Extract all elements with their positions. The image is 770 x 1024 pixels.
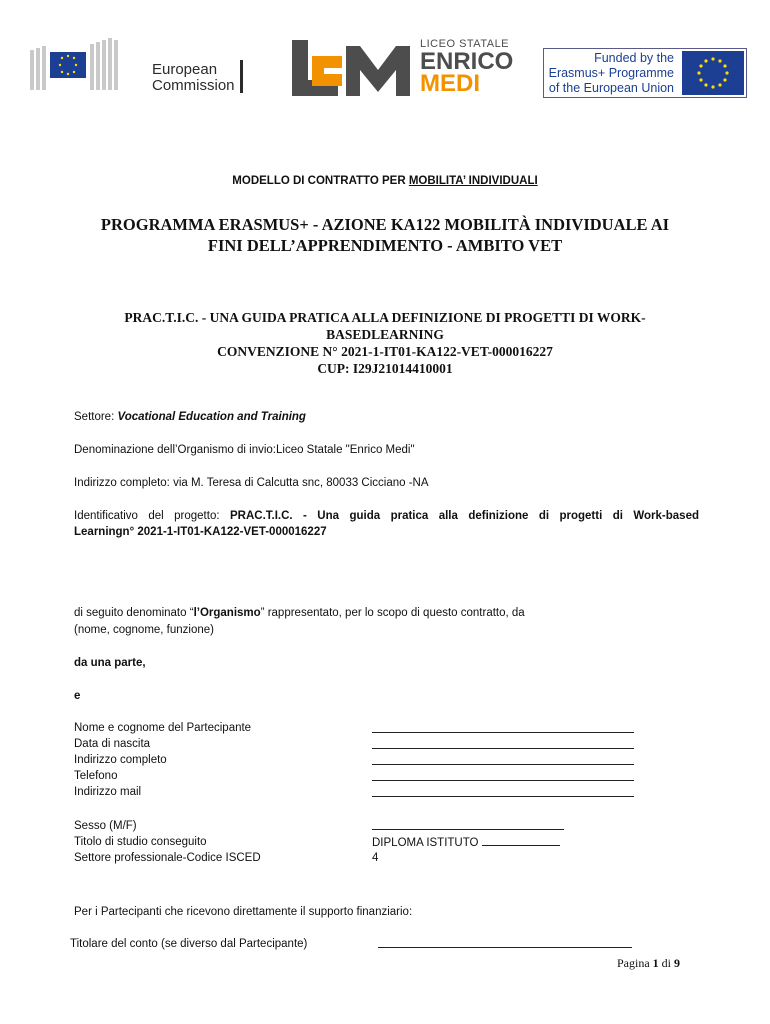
project-title: PRAC.T.I.C. - UNA GUIDA PRATICA ALLA DEFINIZIONE DI PROGETTI DI WORK- BASEDLEARNING CONVENZIONE N° 2021-1-IT01-KA122-VET-000016227 CUP: I29J21014410001: [80, 309, 690, 377]
ec-logo-divider: [240, 60, 243, 93]
participant-blanks: [372, 720, 634, 800]
participant-values-2: [372, 818, 564, 866]
funded-text: Funded by the Erasmus+ Programme of the European Union: [548, 51, 674, 95]
telefono-field[interactable]: [372, 769, 634, 781]
school-logo-name2: MEDI: [420, 70, 480, 97]
participant-labels-2: Sesso (M/F) Titolo di studio conseguito Settore professionale-Codice ISCED: [74, 820, 261, 864]
document-type-title: MODELLO DI CONTRATTO PER MOBILITA’ INDIVIDUALI: [232, 175, 538, 187]
lem-monogram-icon: [292, 40, 414, 96]
participant-labels: Nome e cognome del Partecipante Data di nascita Indirizzo completo Telefono Indirizzo mail: [74, 722, 252, 798]
data-nascita-field[interactable]: [372, 737, 634, 749]
nome-cognome-funzione: (nome, cognome, funzione): [74, 624, 214, 636]
titolo-field[interactable]: [482, 834, 560, 846]
eu-stars-icon: [682, 51, 744, 95]
da-una-parte: da una parte,: [74, 657, 146, 669]
eu-flag-icon: [682, 51, 744, 95]
school-logo-top: LICEO STATALE: [420, 38, 510, 50]
indirizzo-line: Indirizzo completo: via M. Teresa di Calcutta snc, 80033 Cicciano -NA: [74, 477, 429, 489]
program-title: PROGRAMMA ERASMUS+ - AZIONE KA122 MOBILITÀ INDIVIDUALE AI FINI DELL’APPRENDIMENTO - AMBITO VET: [100, 215, 670, 255]
denominazione-line: Denominazione dell’Organismo di invio:Liceo Statale "Enrico Medi": [74, 444, 415, 456]
school-logo-name1: ENRICO: [420, 48, 514, 75]
convention-number: CONVENZIONE N° 2021-1-IT01-KA122-VET-000016227: [217, 344, 553, 359]
school-logo: [292, 38, 517, 98]
titolare-field-wrap: [378, 936, 632, 953]
titolo-value: DIPLOMA ISTITUTO: [372, 837, 479, 849]
seguito-denominato: di seguito denominato “l’Organismo” rappresentato, per lo scopo di questo contratto, da: [74, 607, 525, 619]
titolare-label: Titolare del conto (se diverso dal Partecipante): [70, 938, 308, 950]
settore-line: Settore: Vocational Education and Training: [74, 411, 306, 423]
financial-intro: Per i Partecipanti che ricevono direttamente il supporto finanziario:: [74, 906, 413, 918]
header-logos: [0, 0, 770, 110]
sesso-field[interactable]: [372, 818, 564, 830]
settore-prof-value: 4: [372, 852, 379, 864]
indirizzo-field[interactable]: [372, 753, 634, 765]
funded-by-erasmus-logo: [543, 48, 747, 98]
cup-code: CUP: I29J21014410001: [317, 361, 453, 376]
identificativo-line: Identificativo del progetto: PRAC.T.I.C. - Una guida pratica alla definizione di progetti di Work-based: [74, 510, 699, 522]
ec-building-icon: [30, 38, 122, 96]
conjunction-e: e: [74, 690, 81, 702]
page-number: Pagina 1 di 9: [616, 956, 680, 970]
email-field[interactable]: [372, 785, 634, 797]
identificativo-line-2: Learningn° 2021-1-IT01-KA122-VET-000016227: [74, 526, 327, 538]
european-commission-logo: [30, 38, 250, 98]
titolare-field[interactable]: [378, 936, 632, 948]
nome-cognome-field[interactable]: [372, 721, 634, 733]
ec-logo-text: European Commission: [152, 61, 235, 94]
